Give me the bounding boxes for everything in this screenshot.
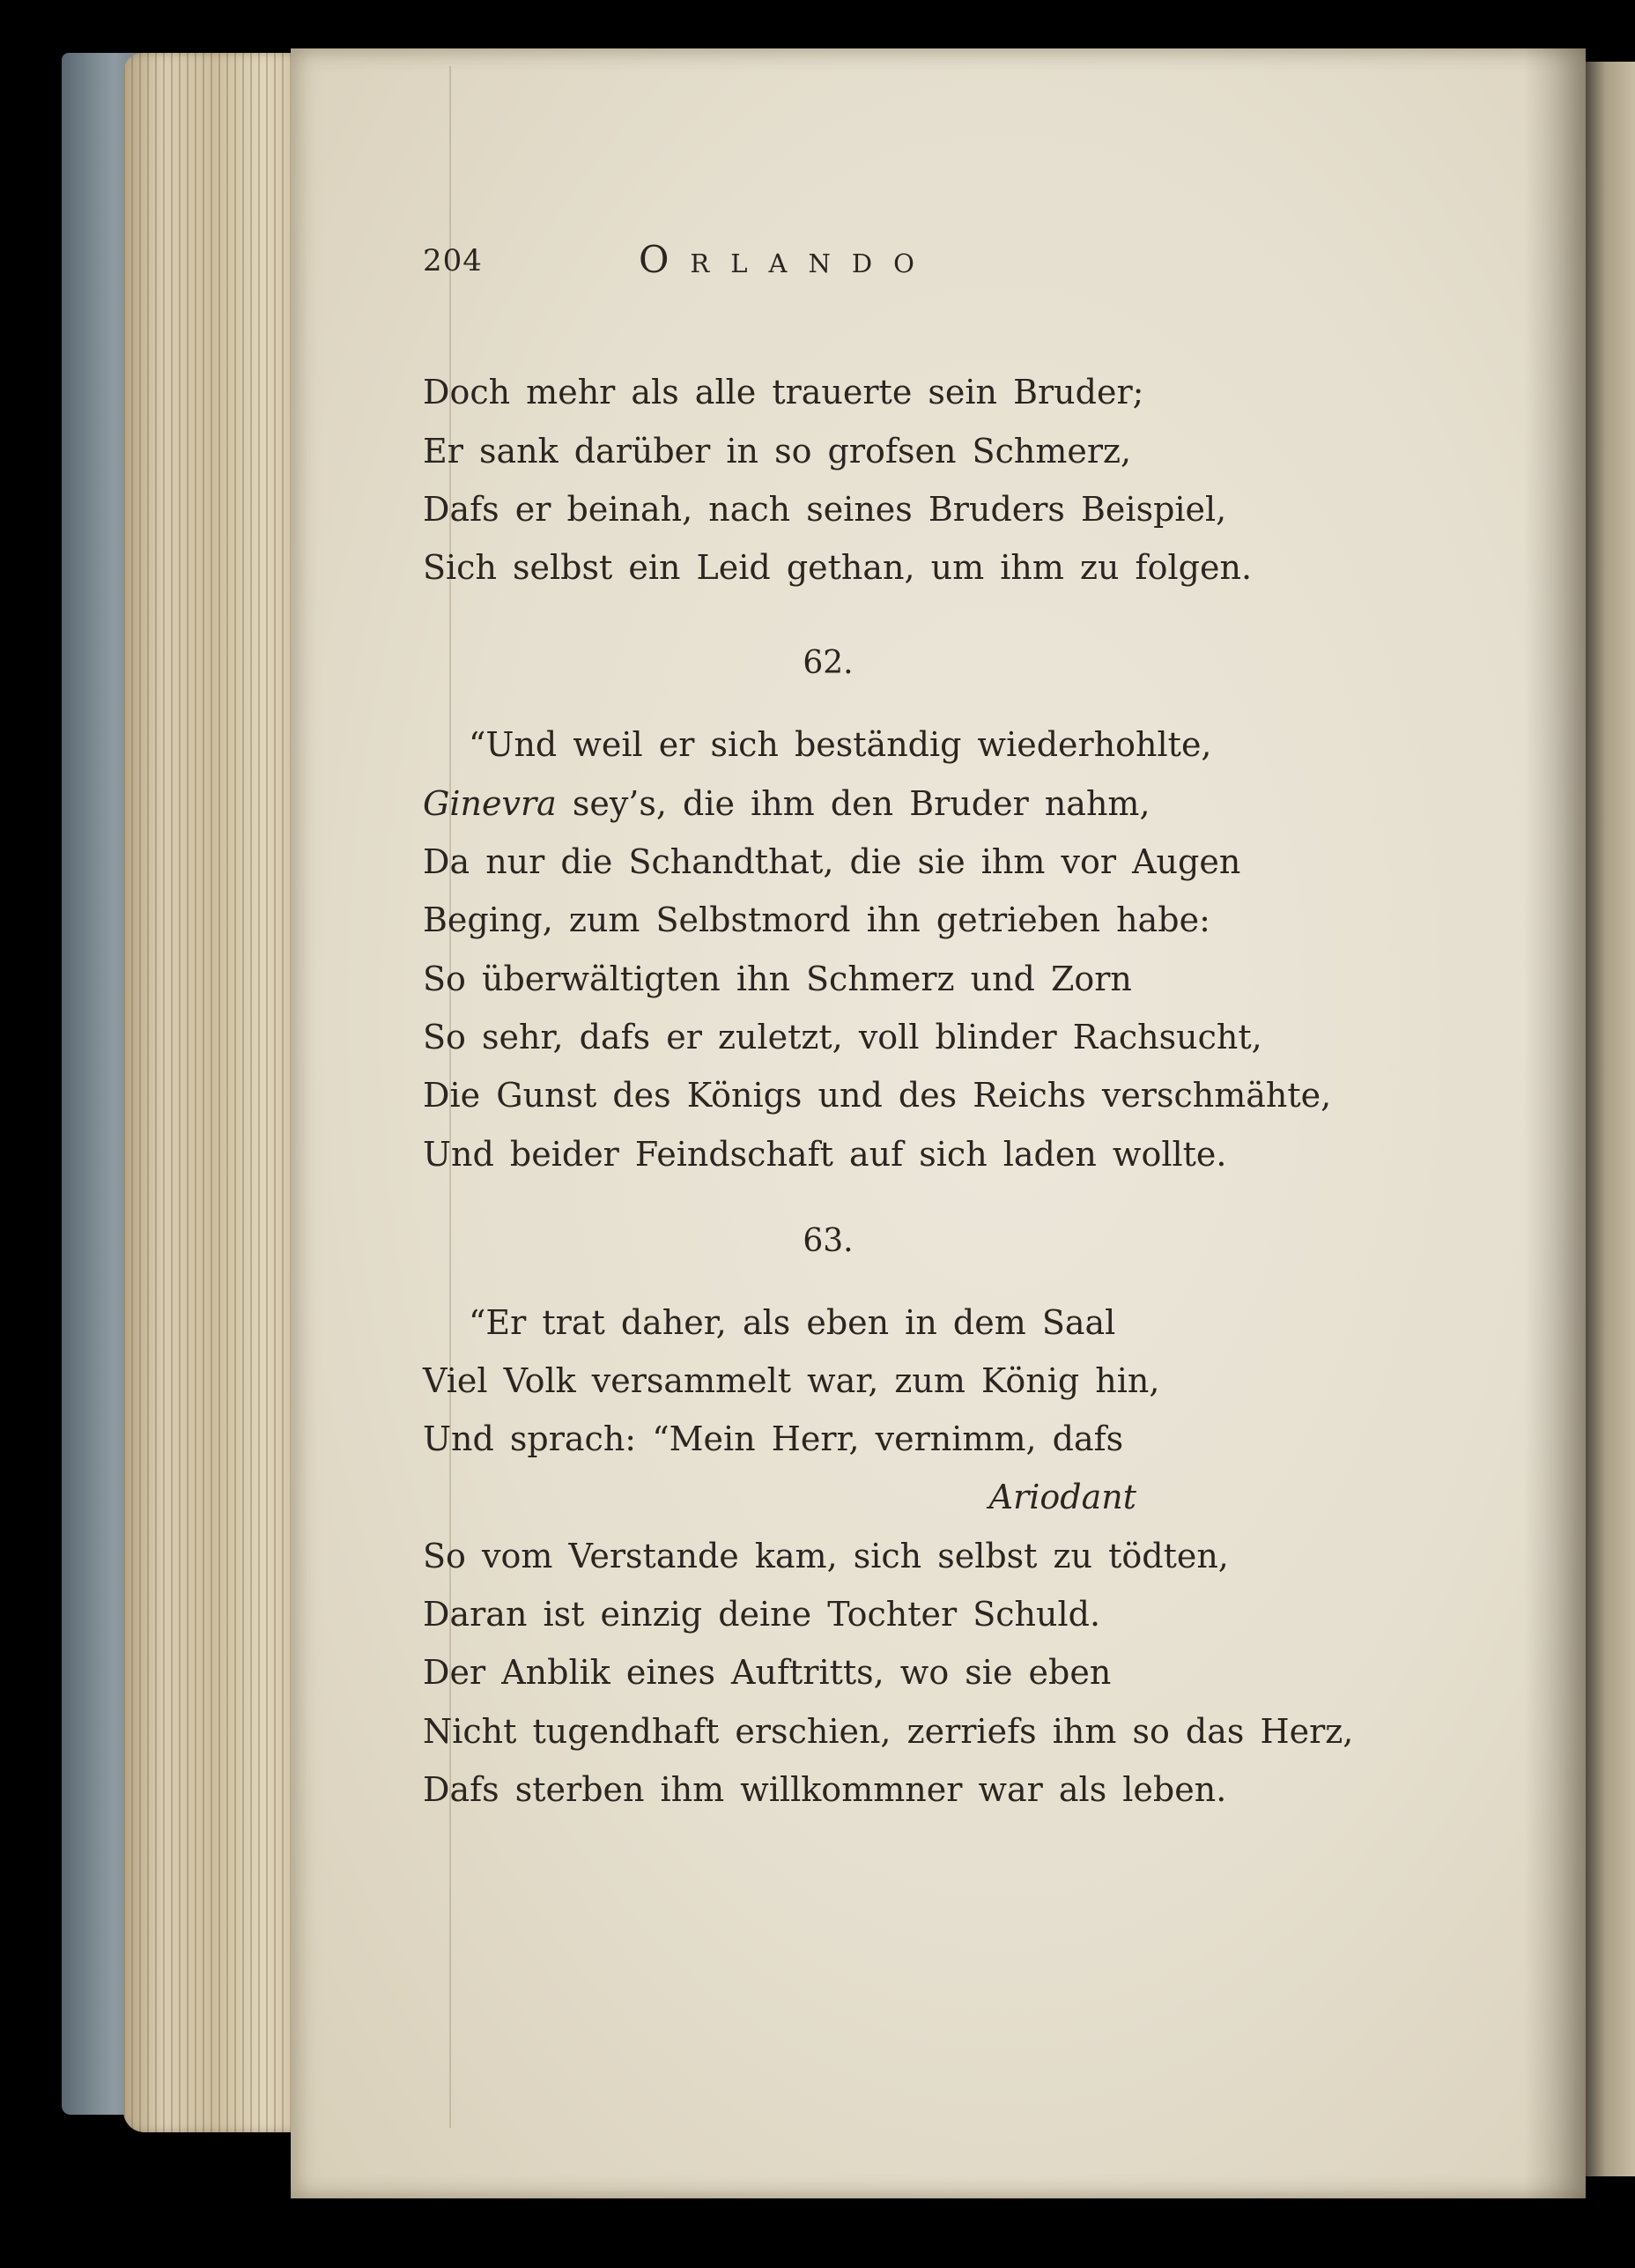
verse-line: Dafs sterben ihm willkommner war als leben.: [423, 1770, 1227, 1809]
verse-line: Sich selbst ein Leid gethan, um ihm zu folgen.: [423, 548, 1253, 587]
verse-line: Daran ist einzig deine Tochter Schuld.: [423, 1595, 1101, 1634]
book-page: [291, 48, 1586, 2198]
verse-line: Der Anblik eines Auftritts, wo sie eben: [423, 1653, 1112, 1692]
verse-line: Viel Volk versammelt war, zum König hin,: [423, 1361, 1160, 1400]
verse-line: Nicht tugendhaft erschien, zerriefs ihm so das Herz,: [423, 1712, 1354, 1751]
stanza-number: 63.: [803, 1223, 854, 1259]
verse-line: [423, 784, 1150, 823]
page-header: [423, 238, 1233, 305]
stanza-number: 62.: [803, 645, 854, 681]
gutter-shadow: [1524, 48, 1586, 2198]
running-title: Orlando: [639, 238, 936, 281]
verse-line: Doch mehr als alle trauerte sein Bruder;: [423, 373, 1144, 411]
verse-line: So sehr, dafs er zuletzt, voll blinder Rachsucht,: [423, 1018, 1262, 1056]
character-name: Ginevra: [423, 784, 557, 823]
verse-line: So überwältigten ihn Schmerz und Zorn: [423, 960, 1132, 998]
verse-line: Und sprach: “Mein Herr, vernimm, dafs: [423, 1419, 1124, 1458]
verse-line: Da nur die Schandthat, die sie ihm vor Augen: [423, 842, 1241, 881]
page-number: 204: [423, 243, 483, 278]
verse-line: Die Gunst des Königs und des Reichs verschmähte,: [423, 1076, 1332, 1115]
verse-line: Und beider Feindschaft auf sich laden wollte.: [423, 1135, 1227, 1174]
carryover-name: Ariodant: [988, 1478, 1136, 1516]
verse-text: sey’s, die ihm den Bruder nahm,: [556, 784, 1150, 823]
verse-line: So vom Verstande kam, sich selbst zu tödten,: [423, 1537, 1229, 1575]
verse-line: Er sank darüber in so grofsen Schmerz,: [423, 432, 1132, 471]
verse-line: “Und weil er sich beständig wiederhohlte,: [469, 725, 1212, 764]
verse-line: Beging, zum Selbstmord ihn getrieben habe:: [423, 901, 1210, 939]
verse-line: Dafs er beinah, nach seines Bruders Beispiel,: [423, 490, 1227, 529]
verse-line: “Er trat daher, als eben in dem Saal: [469, 1303, 1116, 1342]
adjacent-page-edge: [1586, 62, 1635, 2176]
